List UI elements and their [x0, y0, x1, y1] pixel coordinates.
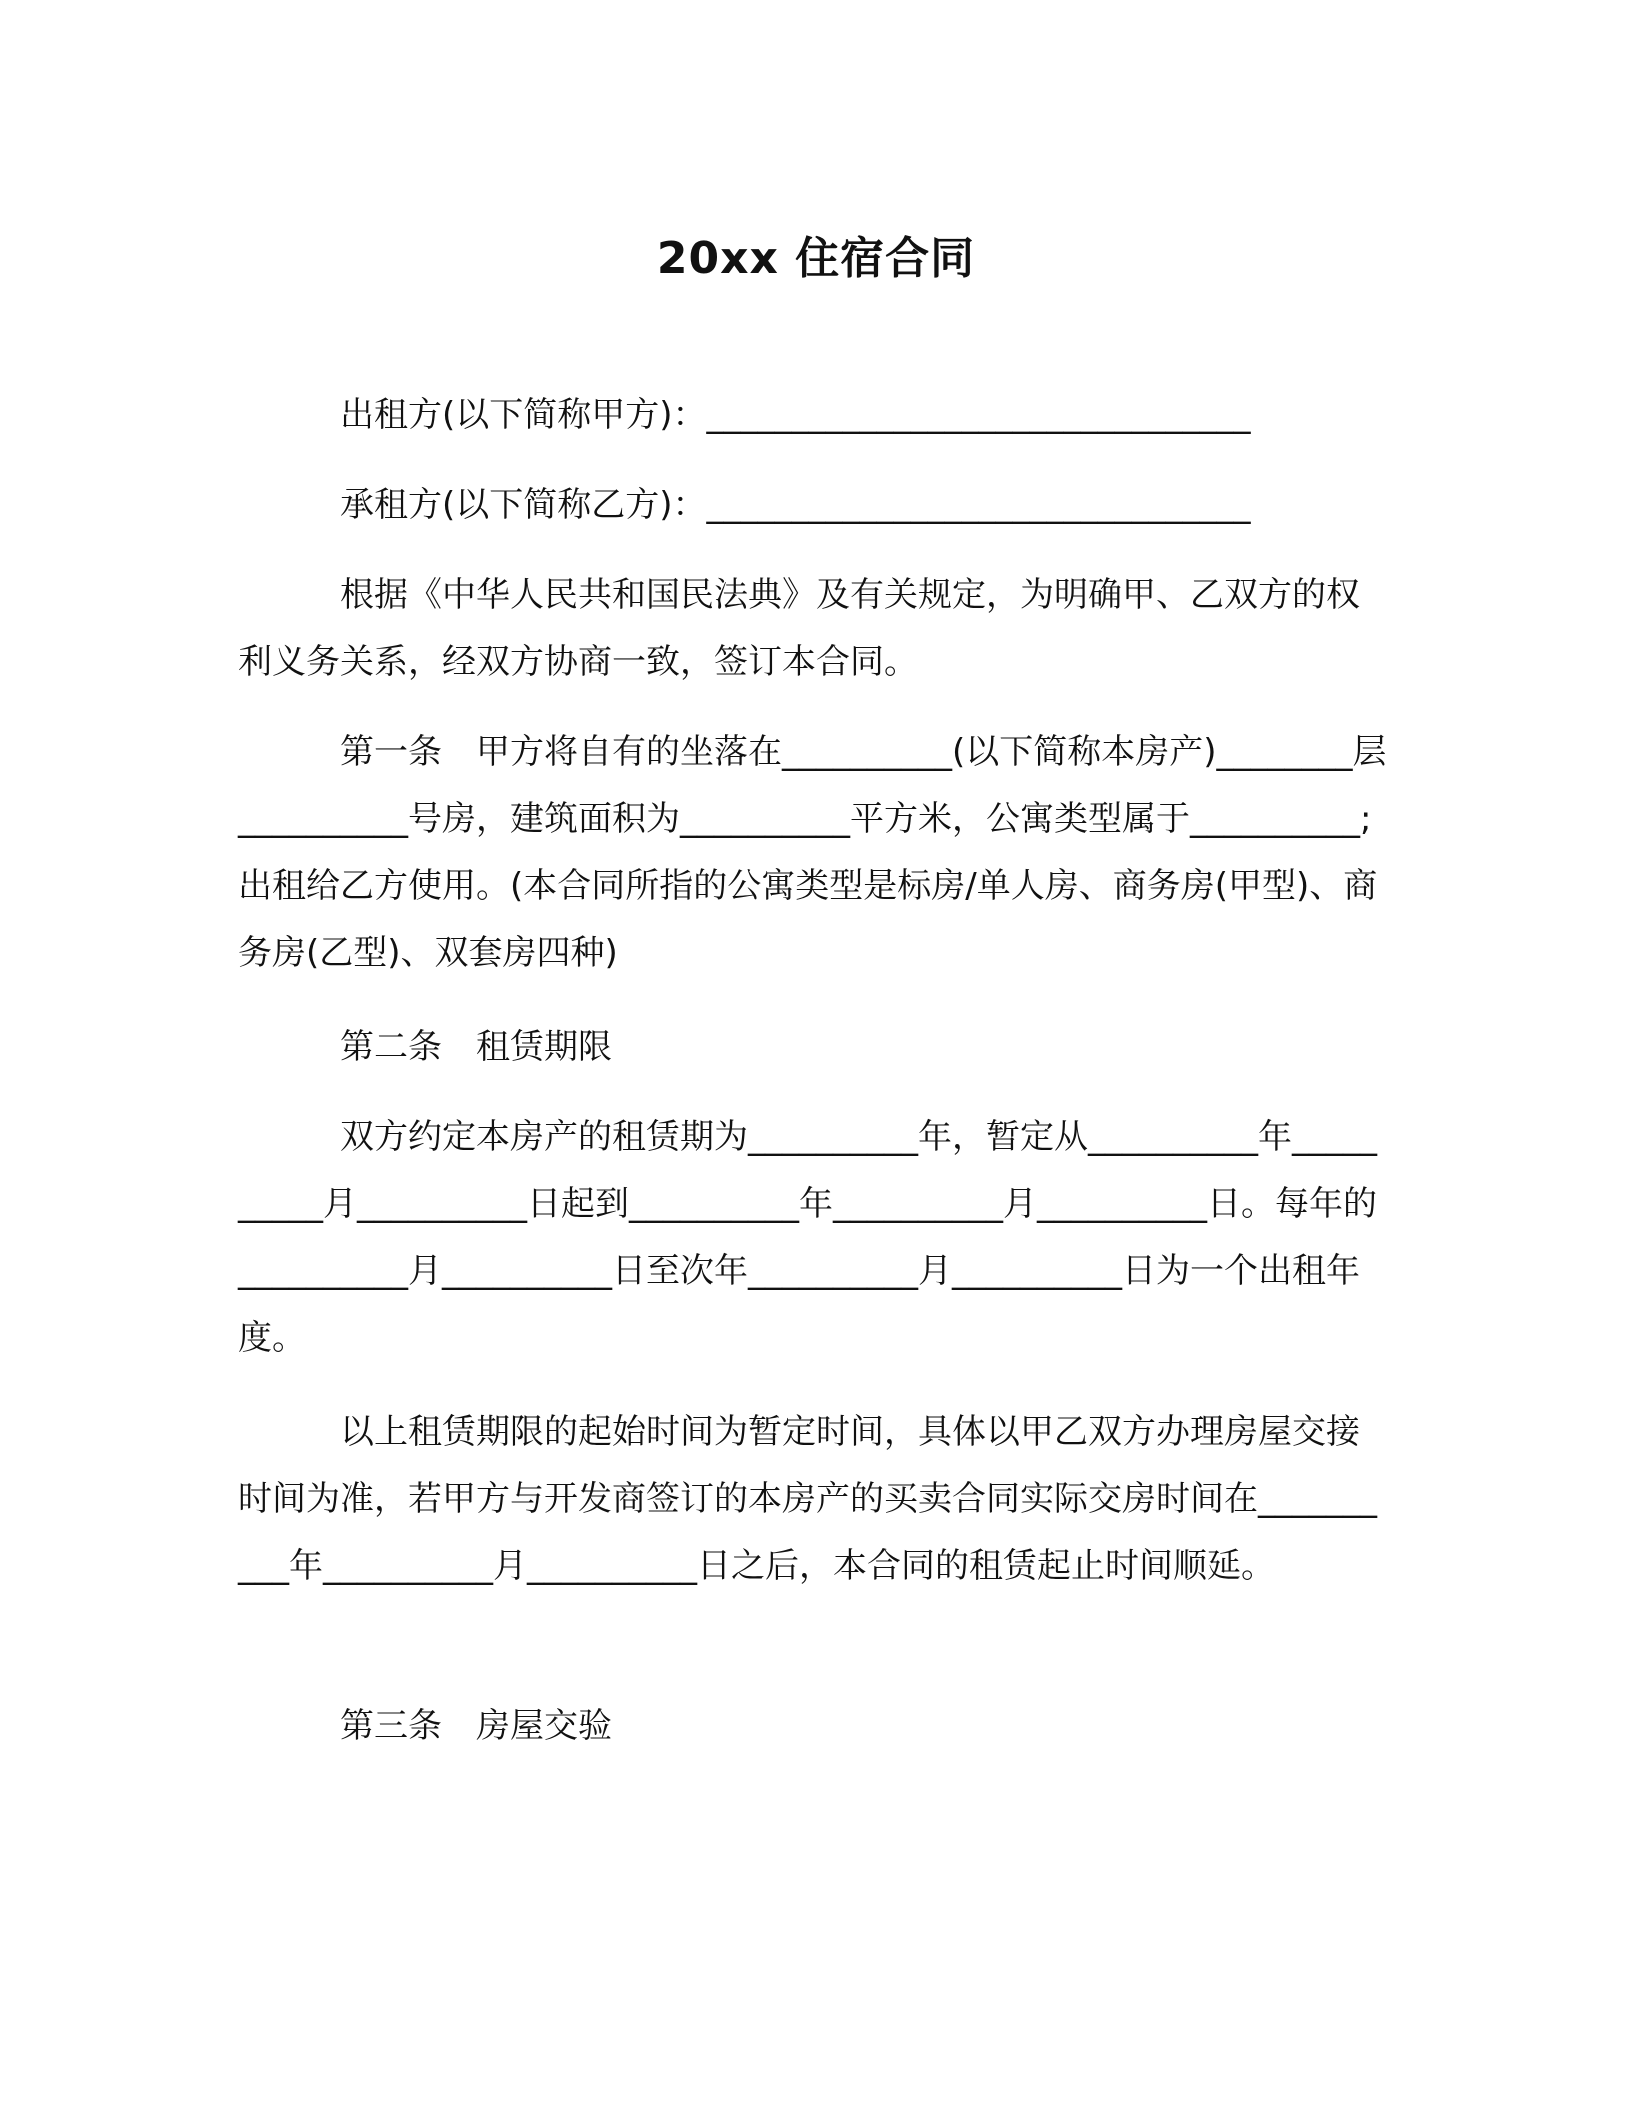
article-1-paragraph: 第一条 甲方将自有的坐落在__________(以下简称本房产)________层__________号房，建筑面积为__________平方米，公寓类型属于__________;出租给乙方使用。(本合同所指的公寓类型是标房/单人房、商务房(甲型)、商务房(乙型)、双套房四种)	[238, 732, 1387, 973]
lessor-line: 出租方(以下简称甲方)：________________________________	[238, 395, 1251, 435]
preamble-paragraph: 根据《中华人民共和国民法典》及有关规定，为明确甲、乙双方的权利义务关系，经双方协商一致，签订本合同。	[238, 575, 1360, 682]
article-3-heading: 第三条 房屋交验	[238, 1706, 612, 1746]
article-2-heading: 第二条 租赁期限	[238, 1027, 612, 1067]
lease-start-note-paragraph: 以上租赁期限的起始时间为暂定时间，具体以甲乙双方办理房屋交接时间为准，若甲方与开发商签订的本房产的买卖合同实际交房时间在__________年__________月__________日之后，本合同的租赁起止时间顺延。	[238, 1412, 1377, 1586]
document-title: 20xx 住宿合同	[656, 233, 976, 284]
lessee-line: 承租方(以下简称乙方)：________________________________	[238, 485, 1251, 525]
lease-term-paragraph: 双方约定本房产的租赁期为__________年，暂定从__________年__________月__________日起到__________年__________月__________日。每年的__________月__________日至次年__________月__________日为一个出租年度。	[238, 1117, 1377, 1358]
